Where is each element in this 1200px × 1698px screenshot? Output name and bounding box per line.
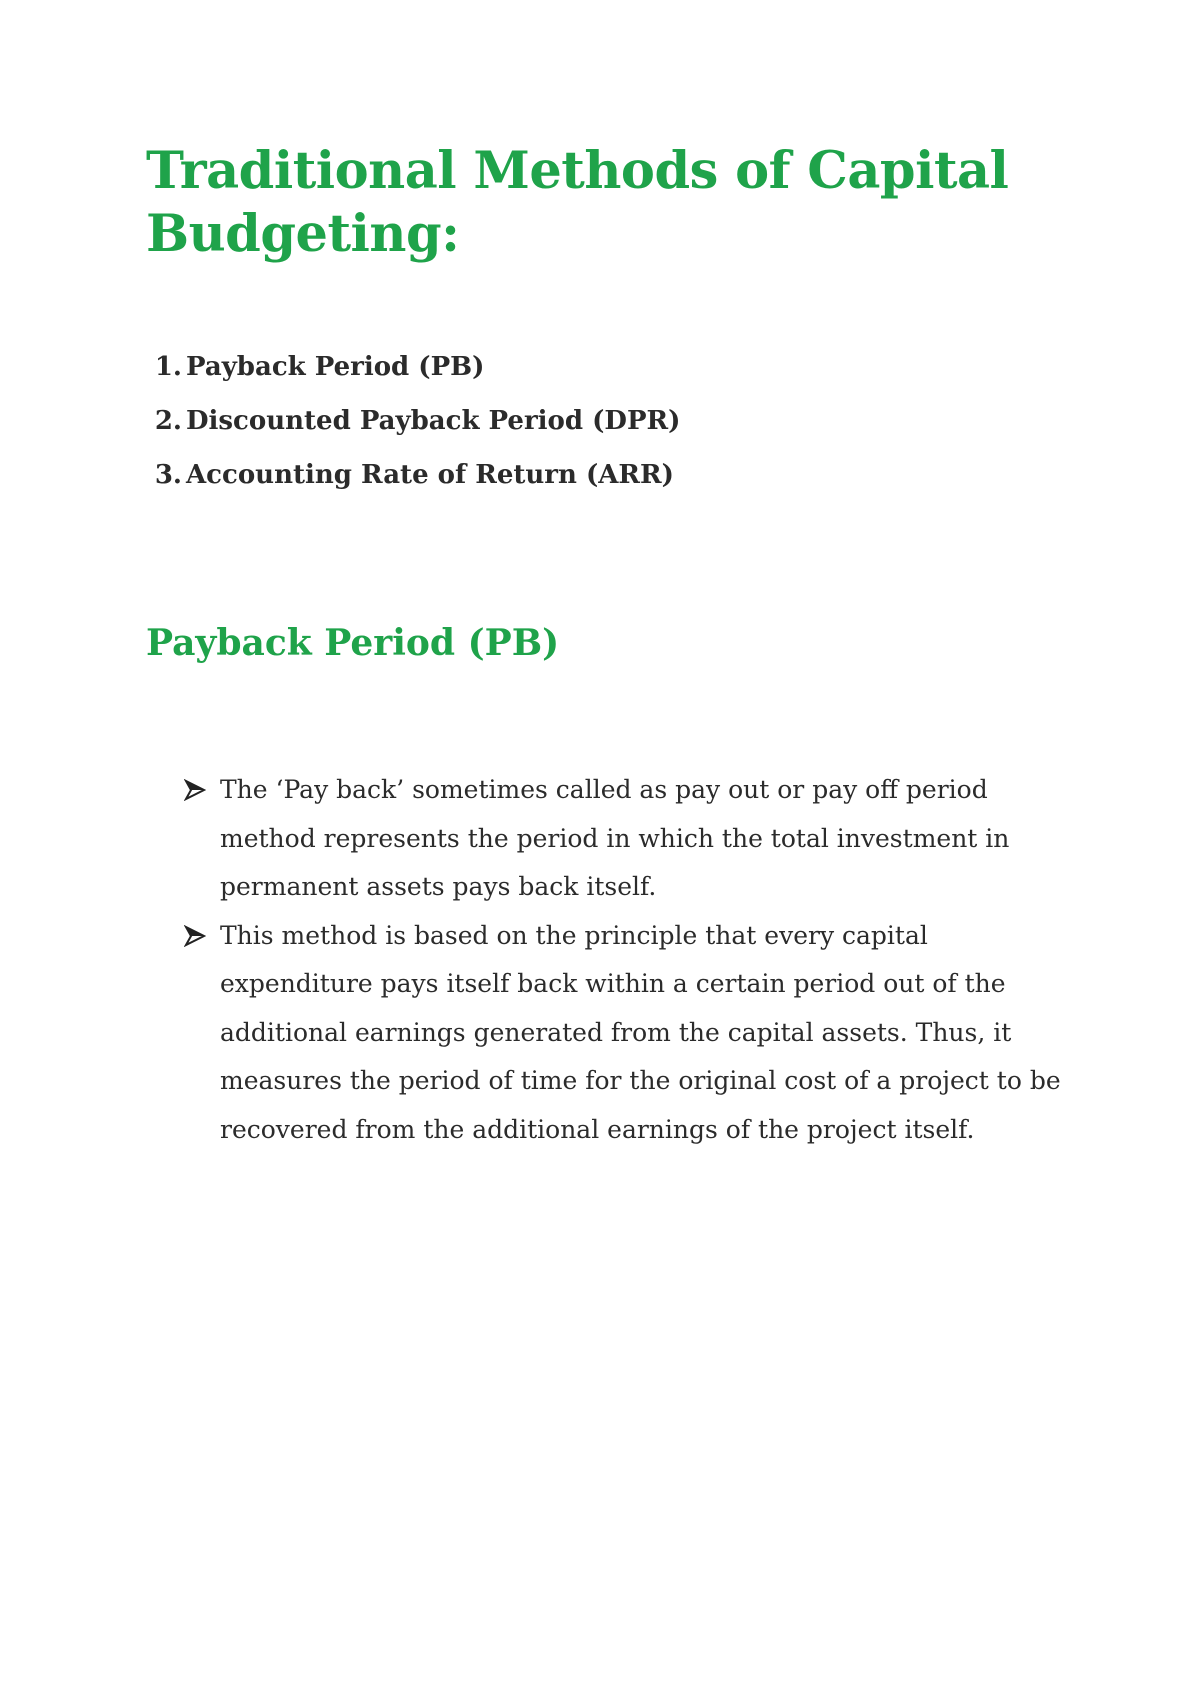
method-label: Discounted Payback Period (DPR) [186,406,681,436]
method-label: Accounting Rate of Return (ARR) [186,460,674,490]
method-label: Payback Period (PB) [186,352,485,382]
method-number: 2. [154,406,182,436]
arrowhead-bullet-icon [184,925,206,947]
bullet-list [146,766,1076,1154]
document-title: Traditional Methods of Capital Budgeting: [146,141,1009,264]
bullet-text: The ‘Pay back’ sometimes called as pay out or pay off period method represents the period in which the total investment in permanent assets pays back itself. [220,775,1010,901]
method-item-payback-period [146,352,680,406]
method-number: 3. [154,460,182,490]
method-item-accounting-rate-of-return [146,460,680,514]
bullet-item [146,912,1076,1155]
bullet-item [146,766,1076,912]
arrowhead-bullet-icon [184,779,206,801]
method-item-discounted-payback-period [146,406,680,460]
section-heading: Payback Period (PB) [146,622,560,664]
methods-list [146,352,680,514]
method-number: 1. [154,352,182,382]
bullet-text: This method is based on the principle that every capital expenditure pays itself back within a certain period out of the additional earnings generated from the capital assets. Thus, it measures the period of time for the original cost of a project to be recovered from the additional earnings of the project itself. [220,920,1061,1144]
